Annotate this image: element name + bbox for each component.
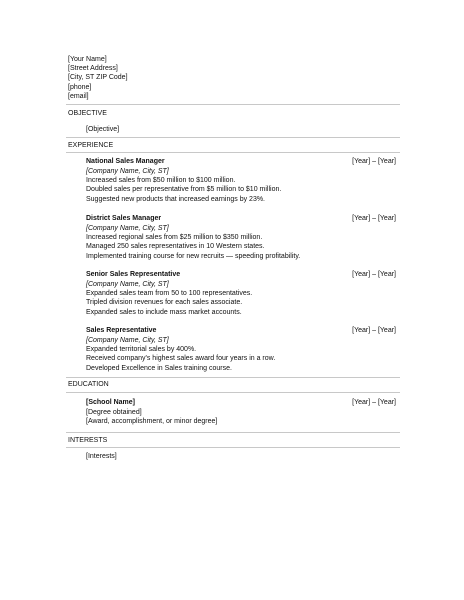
- section-divider: [66, 432, 400, 433]
- job-line[interactable]: Increased sales from $50 million to $100 million.: [86, 177, 236, 185]
- job-entry: [86, 270, 396, 317]
- job-line[interactable]: Tripled division revenues for each sales associate.: [86, 299, 243, 307]
- section-divider: [66, 392, 400, 393]
- award-text[interactable]: [Award, accomplishment, or minor degree]: [86, 418, 218, 426]
- job-line[interactable]: Developed Excellence in Sales training course.: [86, 364, 232, 372]
- education-years[interactable]: [Year] – [Year]: [352, 399, 396, 406]
- job-line[interactable]: Expanded sales team from 50 to 100 representatives.: [86, 290, 253, 298]
- job-line[interactable]: Expanded territorial sales by 400%.: [86, 346, 197, 354]
- contact-phone[interactable]: [phone]: [68, 83, 92, 91]
- job-title[interactable]: Senior Sales Representative: [86, 271, 181, 278]
- job-line[interactable]: Expanded sales to include mass market accounts.: [86, 308, 242, 316]
- job-line[interactable]: Received company's highest sales award four years in a row.: [86, 355, 276, 363]
- job-title[interactable]: National Sales Manager: [86, 158, 165, 165]
- section-divider: [66, 104, 400, 105]
- job-years[interactable]: [Year] – [Year]: [352, 158, 396, 165]
- job-years[interactable]: [Year] – [Year]: [352, 327, 396, 334]
- job-line[interactable]: Doubled sales per representative from $5 million to $10 million.: [86, 186, 282, 194]
- contact-email[interactable]: [email]: [68, 92, 89, 100]
- section-divider: [66, 377, 400, 378]
- school-name[interactable]: [School Name]: [86, 399, 136, 406]
- section-divider: [66, 137, 400, 138]
- education-entry: [86, 398, 396, 426]
- section-divider: [66, 152, 400, 153]
- experience-heading: EXPERIENCE: [68, 142, 114, 149]
- job-title[interactable]: Sales Representative: [86, 327, 157, 334]
- job-years[interactable]: [Year] – [Year]: [352, 271, 396, 278]
- job-years[interactable]: [Year] – [Year]: [352, 215, 396, 222]
- contact-name[interactable]: [Your Name]: [68, 56, 107, 63]
- job-company[interactable]: [Company Name, City, ST]: [86, 337, 169, 344]
- interests-heading: INTERESTS: [68, 437, 108, 444]
- job-entry: [86, 214, 396, 261]
- job-company[interactable]: [Company Name, City, ST]: [86, 281, 169, 288]
- job-line[interactable]: Suggested new products that increased earnings by 23%.: [86, 195, 266, 203]
- contact-street[interactable]: [Street Address]: [68, 65, 118, 73]
- contact-city[interactable]: [City, ST ZIP Code]: [68, 74, 128, 82]
- interests-text[interactable]: [Interests]: [86, 453, 117, 460]
- degree-text[interactable]: [Degree obtained]: [86, 409, 142, 416]
- objective-heading: OBJECTIVE: [68, 110, 107, 117]
- contact-block: [68, 55, 128, 101]
- job-company[interactable]: [Company Name, City, ST]: [86, 168, 169, 175]
- job-title[interactable]: District Sales Manager: [86, 215, 162, 222]
- education-heading: EDUCATION: [68, 381, 109, 388]
- objective-text[interactable]: [Objective]: [86, 126, 120, 133]
- job-line[interactable]: Increased regional sales from $25 million to $350 million.: [86, 234, 263, 242]
- job-company[interactable]: [Company Name, City, ST]: [86, 225, 169, 232]
- job-line[interactable]: Managed 250 sales representatives in 10 Western states.: [86, 243, 265, 251]
- job-entry: [86, 157, 396, 204]
- job-line[interactable]: Implemented training course for new recruits — speeding profitability.: [86, 252, 301, 260]
- job-entry: [86, 326, 396, 373]
- section-divider: [66, 447, 400, 448]
